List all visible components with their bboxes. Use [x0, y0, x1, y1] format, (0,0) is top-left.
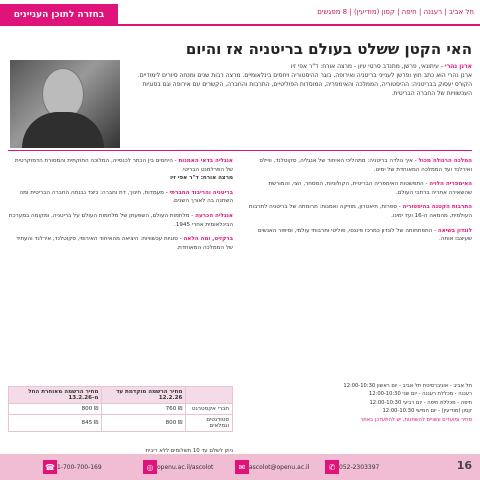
globe-icon: ◎ [143, 460, 157, 474]
syllabus-text: - איך נולדה בריטניה: מתהליכי האיחוד של אנגליה, סקוטלנד, וויילס ואירלנד ועד הממלכה המאוחדת של ימינו. [259, 158, 472, 173]
syllabus-heading: ברקזיט, ומה הלאה [183, 236, 233, 243]
syllabus-heading: אנגליה בדאי האמנות [178, 158, 233, 164]
website-link[interactable]: openu.ac.il/ascolot [157, 463, 214, 471]
syllabus-item [247, 227, 472, 244]
whatsapp-contact[interactable] [322, 458, 412, 476]
lecturer-body-shape [22, 112, 104, 148]
schedule-block [247, 382, 472, 424]
syllabus-item [8, 235, 233, 252]
syllabus-item [8, 189, 233, 206]
syllabus-heading: לונדון בשיאה [437, 227, 472, 234]
back-to-toc-tab[interactable]: בחזרה לתוכן העניינים [0, 4, 118, 26]
lecturer-info [136, 62, 472, 98]
syllabus-text: - היחסים בין הכתר לכנסייה, המלוכה החוקתית והמסורת הדמוקרטית של הפרלמנט הבריטי. [15, 158, 233, 173]
syllabus-heading: התרבות הקטנה בהיסטוריה [402, 204, 472, 211]
syllabus-text: - ספרות, תיאטרון, מוזיקה ואמנות: תרומתה של בריטניה לתרבות העולמית, מהמאה ה-16 ועד ימינו. [248, 204, 472, 219]
table-cell: סטודנטים וגמלאים [186, 415, 233, 432]
footer-bar [0, 454, 480, 480]
table-row [9, 404, 233, 415]
table-cell: ₪ 845 [9, 415, 102, 432]
table-cell: חברי אקסטרנט [186, 404, 233, 415]
schedule-line: רעננה - מכללת רעננה - יום שני 12:00-10:30 [368, 391, 472, 398]
lecturer-name: ארנן נהרי [444, 63, 472, 70]
header-divider [0, 24, 480, 26]
syllabus-heading: האימפריה הלויה [429, 181, 472, 188]
phone-number[interactable]: 1-700-700-169 [57, 463, 102, 471]
price-table-header: מחיר הרשמה מוקדמת עד 12.2.26 [102, 387, 186, 404]
syllabus-text: - מלחמות העולם, השפעתן של מלחמות העולם על בריטניה, ומקומה במערכת הבינלאומית אחרי 1945. [8, 212, 233, 228]
syllabus-item [8, 157, 233, 183]
syllabus-heading: אנגליה הכרעה [195, 212, 233, 219]
table-cell: ₪ 800 [102, 415, 186, 432]
syllabus-item [247, 180, 472, 197]
price-table-header [186, 387, 233, 404]
whatsapp-icon: ✆ [325, 460, 339, 474]
syllabus-heading: בריטניה והריבוד החברתי [169, 189, 233, 196]
syllabus-column-left [8, 157, 233, 258]
syllabus-heading: המלכה הרגולה מכול [418, 158, 472, 164]
phone-contact[interactable] [40, 458, 130, 476]
syllabus-item [8, 212, 233, 229]
email-icon: ✉ [235, 460, 249, 474]
syllabus-text: - התפתחותה של לונדון כמרכז פיננסי, פוליטי ותרבותי עולמי, וסיפור האנשים שעיצבו אותה. [257, 227, 472, 243]
whatsapp-number[interactable]: 052-2303397 [339, 463, 380, 471]
page-number: 16 [456, 459, 472, 472]
schedule-note: מחיר ומועדים עשויים להשתנות, יש להתעדכן באתר [360, 416, 472, 423]
price-table [8, 386, 233, 432]
syllabus-item [247, 203, 472, 220]
price-table-header-row [9, 387, 233, 404]
section-divider [8, 150, 472, 151]
email-address[interactable]: ascolot@openu.ac.il [249, 463, 310, 471]
syllabus-text: - מעמדות, חינוך, דת וחברה: כיצד נבנתה החברה הבריטית ומה השתנה בה לאורך השנים. [19, 189, 233, 205]
schedule-line: קסון (מודיעין) - יום חמישי 12:00-10:30 [382, 408, 472, 415]
price-note: ניתן לשלם עד 10 תשלומים ללא ריבית [145, 448, 233, 454]
schedule-line: תל אביב - אוניברסיטת תל אביב - יום ראשון 12:00-10:30 [343, 383, 472, 389]
lecturer-photo [10, 60, 120, 148]
syllabus-text: - התפשטות האימפריה הבריטית, הקולוניות, המסחר, הצי, והמורשת שהשאירה אחריה ברחבי העולם. [268, 181, 472, 196]
breadcrumb: חל אביב | רעננה | חיפה | קסון (מודיעין) | 8 מפגשים [317, 8, 474, 16]
lecturer-description: ארנן נהרי הוא כתב חוץ ופרשן לענייני בריטניה ואירופה, בוגר ההיסטוריה ויחסים בינלאומיים. מרצה רבות שנים ומנחה סיורים לימודיים. הקורס יעסוק בבריטניה: ההיסטוריה, הממלכה והאימפריה, המוסדות הפוליטיים, התרבות והחברה, הקשרים עם אירופה וגם בסוגיות העכשוויות של החברה הבריטית. [137, 72, 472, 97]
top-bar [0, 6, 480, 22]
syllabus-item [247, 157, 472, 174]
table-cell: ₪ 760 [102, 404, 186, 415]
syllabus-column-right [247, 157, 472, 250]
email-contact[interactable] [232, 458, 322, 476]
guest-lecturer-credit: מרצה אורח: ד"ר אפי זיו [170, 175, 233, 182]
page-title: האי הקטן ששלט בעולם בריטניה אז והיום [185, 40, 472, 58]
schedule-line: חיפה - מכללת חיפה - יום רביעי 12:00-10:30 [369, 399, 472, 406]
table-cell: ₪ 800 [9, 404, 102, 415]
table-row [9, 415, 233, 432]
lecturer-bio: - עיתונאי, פרשן, מתנדב סרטי עיון - מרצה אורח: ד"ר אפי זיו [290, 63, 443, 70]
website-contact[interactable] [140, 458, 230, 476]
syllabus-text: - סוגיות עכשוויות: היציאה מהאיחוד האירופי, סקוטלנד, אירלנד והעתיד של הממלכה המאוחדת. [16, 236, 233, 251]
phone-icon: ☎ [43, 460, 57, 474]
price-table-header: מחיר הרשמה מאוחרת החל מ-13.2.26 [9, 387, 102, 404]
